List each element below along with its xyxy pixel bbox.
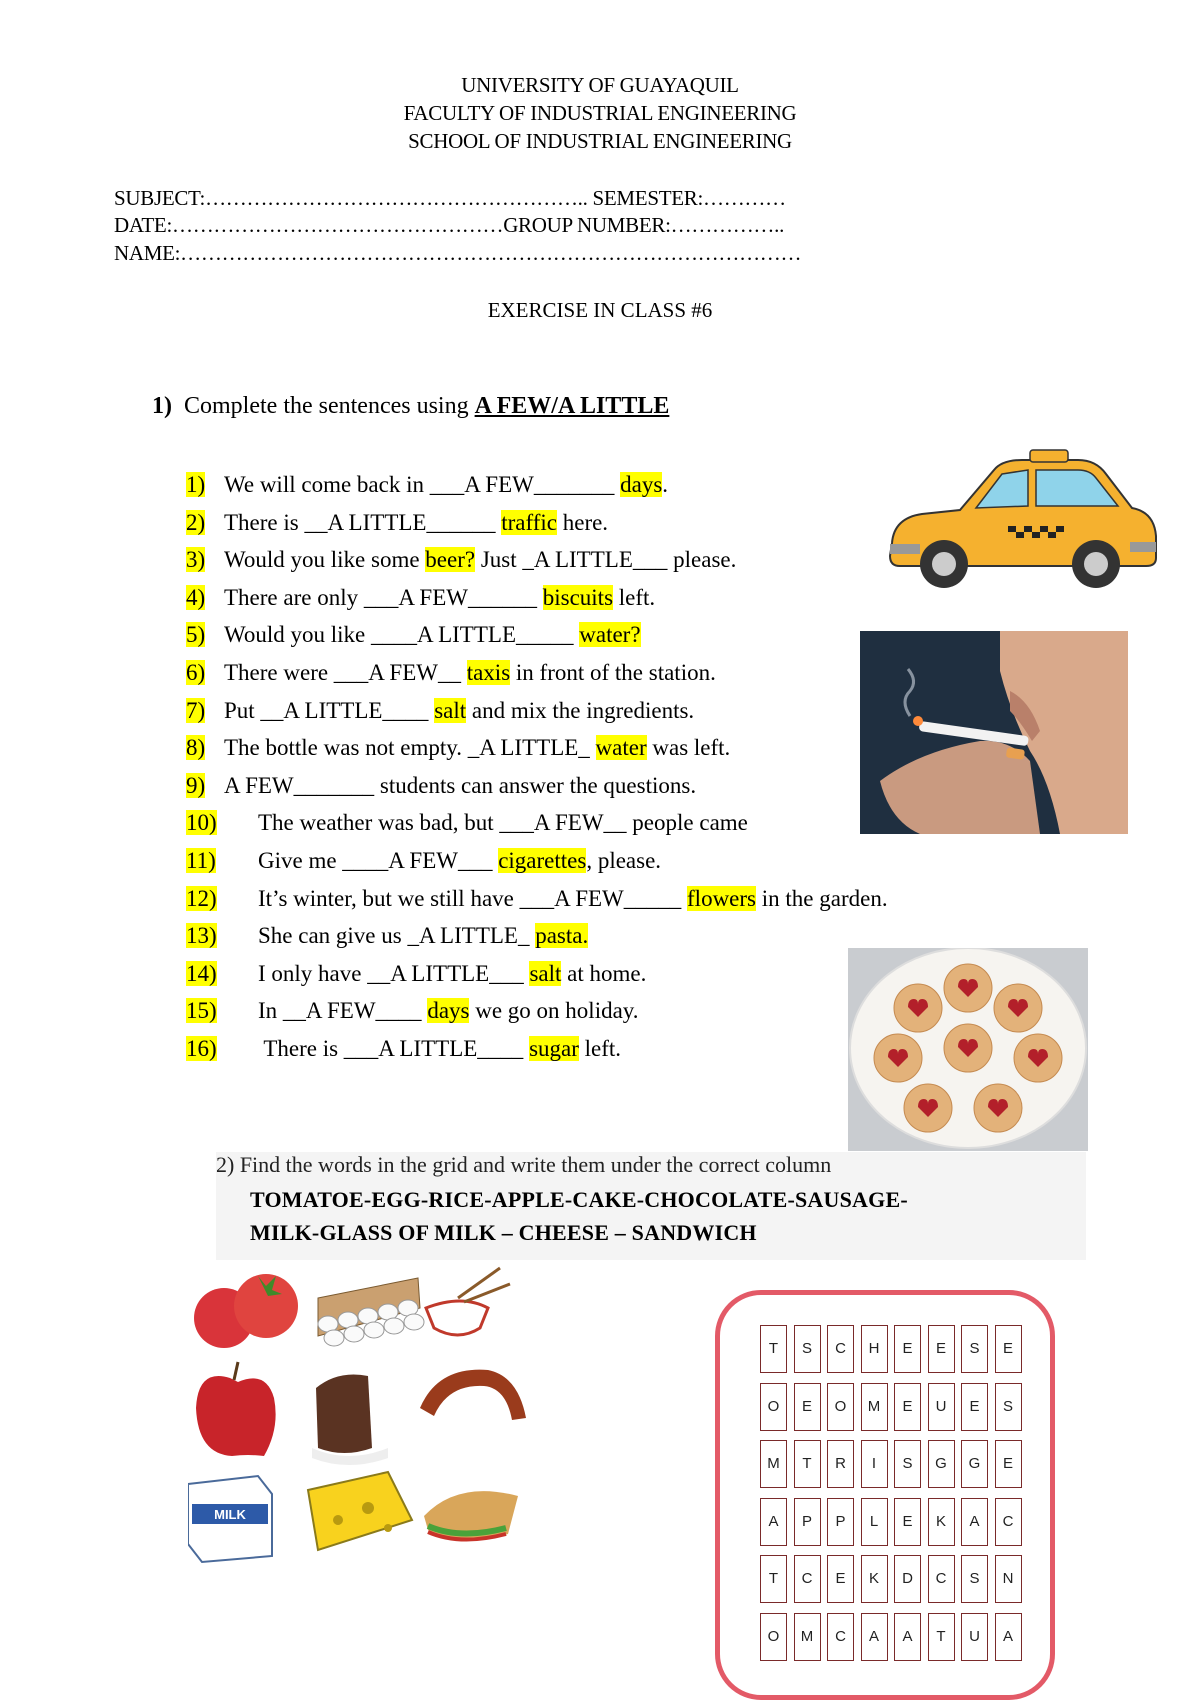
grid-letter: K (861, 1555, 888, 1603)
eggs-carton-icon (318, 1278, 424, 1346)
item-number (186, 732, 224, 764)
item-text-end: was left. (646, 735, 731, 761)
item-text-end: and mix the ingredients. (466, 697, 695, 723)
item-text: She can give us _A LITTLE_ (258, 923, 536, 949)
sentence-item (186, 920, 588, 952)
highlighted-noun: salt (434, 697, 467, 723)
sentence-item (186, 732, 730, 764)
faculty-name: FACULTY OF INDUSTRIAL ENGINEERING (403, 101, 797, 125)
item-number-text: 5) (186, 622, 206, 648)
cheese-icon (308, 1472, 412, 1550)
highlighted-noun: traffic (501, 509, 557, 535)
section-2-prompt: 2) Find the words in the grid and write them under the correct column (216, 1152, 832, 1177)
food-pictures (188, 1258, 574, 1568)
highlighted-noun: days (620, 472, 663, 497)
item-number-text: 7) (186, 697, 206, 723)
highlighted-noun: biscuits (542, 584, 614, 610)
name-field: NAME:……………………………………………………………………………… (114, 241, 802, 265)
highlighted-noun: cigarettes (498, 848, 587, 873)
section-1-emphasis: A FEW/A LITTLE (474, 393, 670, 419)
grid-letter: G (961, 1440, 988, 1488)
item-number-text: 3) (186, 547, 206, 573)
item-text-end: in the garden. (756, 885, 888, 911)
grid-letter: E (995, 1440, 1022, 1488)
sentence-item (186, 619, 641, 651)
item-text: There is ___A LITTLE____ (258, 1036, 530, 1061)
highlighted-noun: salt (529, 960, 562, 986)
grid-letter: S (961, 1555, 988, 1603)
grid-letter: E (961, 1383, 988, 1431)
grid-letter: E (995, 1325, 1022, 1373)
grid-letter: U (961, 1613, 988, 1661)
item-text-end: here. (556, 509, 609, 535)
item-number (186, 544, 224, 576)
highlighted-noun: sugar (529, 1036, 579, 1061)
item-text-end: we go on holiday. (469, 998, 639, 1024)
item-number-text: 6) (186, 660, 206, 685)
grid-letter: A (995, 1613, 1022, 1661)
grid-letter: T (928, 1613, 955, 1661)
chocolate-cake-icon (312, 1375, 388, 1466)
grid-letter: C (827, 1613, 854, 1661)
item-number (186, 582, 224, 614)
item-number-text: 16) (186, 1036, 217, 1061)
highlighted-noun: water (595, 735, 647, 761)
grid-letter: C (995, 1498, 1022, 1546)
sentence-item (186, 582, 655, 614)
item-text-end: left. (613, 584, 656, 610)
sentence-item (186, 845, 661, 877)
item-number-text: 2) (186, 509, 206, 535)
grid-letter: N (995, 1555, 1022, 1603)
item-number (186, 883, 258, 915)
grid-letter: O (760, 1613, 787, 1661)
item-number (186, 507, 224, 539)
item-number (186, 1033, 258, 1065)
rice-bowl-icon (426, 1268, 510, 1335)
grid-letter: T (760, 1325, 787, 1373)
grid-letter: K (928, 1498, 955, 1546)
word-search-grid (715, 1290, 1055, 1700)
word-list-line-2: MILK-GLASS OF MILK – CHEESE – SANDWICH (250, 1220, 757, 1245)
item-text: Put __A LITTLE____ (224, 697, 435, 723)
item-text: A FEW_______ students can answer the questions. (224, 772, 697, 798)
grid-letter: E (894, 1383, 921, 1431)
date-field: DATE:…………………………………………GROUP NUMBER:…………….. (114, 213, 785, 237)
item-number (186, 695, 224, 727)
item-text: We will come back in ___A FEW_______ (224, 472, 621, 497)
item-number (186, 770, 224, 802)
grid-letter: C (794, 1555, 821, 1603)
item-number-text: 15) (186, 998, 217, 1024)
grid-letter: M (861, 1383, 888, 1431)
sentence-item (186, 1033, 621, 1065)
grid-letter: D (894, 1555, 921, 1603)
item-number (186, 619, 224, 651)
highlighted-noun: water? (579, 622, 641, 648)
sentence-item (186, 958, 646, 990)
sentence-item (186, 657, 716, 689)
item-number-text: 8) (186, 735, 206, 761)
grid-letter: P (827, 1498, 854, 1546)
item-number-text: 11) (186, 848, 216, 873)
item-text: It’s winter, but we still have ___A FEW_____ (258, 885, 688, 911)
item-number-text: 13) (186, 923, 217, 949)
grid-letter: U (928, 1383, 955, 1431)
item-number-text: 12) (186, 885, 217, 911)
milk-carton-icon (188, 1476, 272, 1562)
item-text: I only have __A LITTLE___ (258, 960, 530, 986)
item-text-end: Just _A LITTLE___ please. (475, 547, 737, 573)
sentence-item (186, 507, 608, 539)
item-text-end: . (662, 472, 669, 497)
item-text: There are only ___A FEW______ (224, 584, 543, 610)
sentence-item (186, 807, 748, 839)
item-text: The bottle was not empty. _A LITTLE_ (224, 735, 596, 761)
grid-letter: C (827, 1325, 854, 1373)
apple-icon (196, 1362, 276, 1456)
highlighted-noun: beer? (425, 547, 476, 573)
item-text-end: left. (578, 1036, 622, 1061)
cookies-image (848, 948, 1088, 1151)
grid-letter: O (760, 1383, 787, 1431)
item-number (186, 807, 258, 839)
item-text: Would you like ____A LITTLE_____ (224, 622, 580, 648)
item-text-end: , please. (586, 848, 662, 873)
item-number-text: 9) (186, 772, 206, 798)
item-number-text: 1) (186, 472, 206, 497)
grid-letter: E (894, 1325, 921, 1373)
item-number-text: 14) (186, 960, 217, 986)
grid-letter: P (794, 1498, 821, 1546)
item-number-text: 10) (186, 810, 217, 836)
grid-letter: S (961, 1325, 988, 1373)
grid-letter: S (995, 1383, 1022, 1431)
smoking-man-image (860, 631, 1128, 834)
sentence-item (186, 469, 668, 501)
grid-letter: R (827, 1440, 854, 1488)
school-name: SCHOOL OF INDUSTRIAL ENGINEERING (408, 129, 792, 153)
item-number (186, 845, 258, 877)
item-text-end: in front of the station. (510, 660, 716, 685)
section-1-prompt (152, 393, 669, 420)
item-number (186, 995, 258, 1027)
grid-letter: E (894, 1498, 921, 1546)
item-number (186, 958, 258, 990)
grid-letter: A (894, 1613, 921, 1661)
grid-letter: A (861, 1613, 888, 1661)
item-text: There is __A LITTLE______ (224, 509, 502, 535)
item-number-text: 4) (186, 584, 206, 610)
grid-letter: A (961, 1498, 988, 1546)
sentence-item (186, 695, 694, 727)
grid-letter: S (894, 1440, 921, 1488)
highlighted-noun: taxis (466, 660, 511, 685)
exercise-title: EXERCISE IN CLASS #6 (487, 298, 713, 322)
item-text: There were ___A FEW__ (224, 660, 467, 685)
sentence-item (186, 770, 696, 802)
item-text: Would you like some (224, 547, 426, 573)
grid-letter: T (760, 1555, 787, 1603)
section-1-number: 1) (152, 393, 172, 419)
highlighted-noun: days (427, 998, 470, 1024)
grid-letter: E (928, 1325, 955, 1373)
item-text: In __A FEW____ (258, 998, 428, 1024)
sentence-item (186, 995, 639, 1027)
grid-letter: E (827, 1555, 854, 1603)
grid-letter: M (794, 1613, 821, 1661)
item-text: The weather was bad, but ___A FEW__ people came (258, 810, 748, 836)
grid-letter: E (794, 1383, 821, 1431)
item-number (186, 657, 224, 689)
sentence-item (186, 883, 888, 915)
grid-letter: O (827, 1383, 854, 1431)
grid-letter: M (760, 1440, 787, 1488)
sandwich-icon (424, 1491, 518, 1540)
word-list-line-1: TOMATOE-EGG-RICE-APPLE-CAKE-CHOCOLATE-SAUSAGE- (250, 1187, 908, 1212)
item-text-end: at home. (561, 960, 647, 986)
item-text: Give me ____A FEW___ (258, 848, 499, 873)
grid-letter: A (760, 1498, 787, 1546)
sentence-item (186, 544, 736, 576)
section-1-text: Complete the sentences using (184, 393, 469, 419)
grid-letter: I (861, 1440, 888, 1488)
tomato-icon (194, 1274, 298, 1348)
highlighted-noun: flowers (687, 885, 756, 911)
highlighted-noun: pasta. (535, 923, 589, 949)
section-2 (216, 1152, 1086, 1260)
item-number (186, 920, 258, 952)
grid-letter: H (861, 1325, 888, 1373)
grid-letter: T (794, 1440, 821, 1488)
sausage-icon (420, 1370, 526, 1420)
item-number (186, 469, 224, 501)
grid-letter: G (928, 1440, 955, 1488)
grid-letter: S (794, 1325, 821, 1373)
grid-letter: L (861, 1498, 888, 1546)
subject-field: SUBJECT:……………………………………………….. SEMESTER:………… (114, 186, 786, 210)
taxi-image (882, 448, 1164, 596)
milk-label: MILK (214, 1507, 246, 1522)
university-name: UNIVERSITY OF GUAYAQUIL (461, 73, 739, 97)
grid-letter: C (928, 1555, 955, 1603)
